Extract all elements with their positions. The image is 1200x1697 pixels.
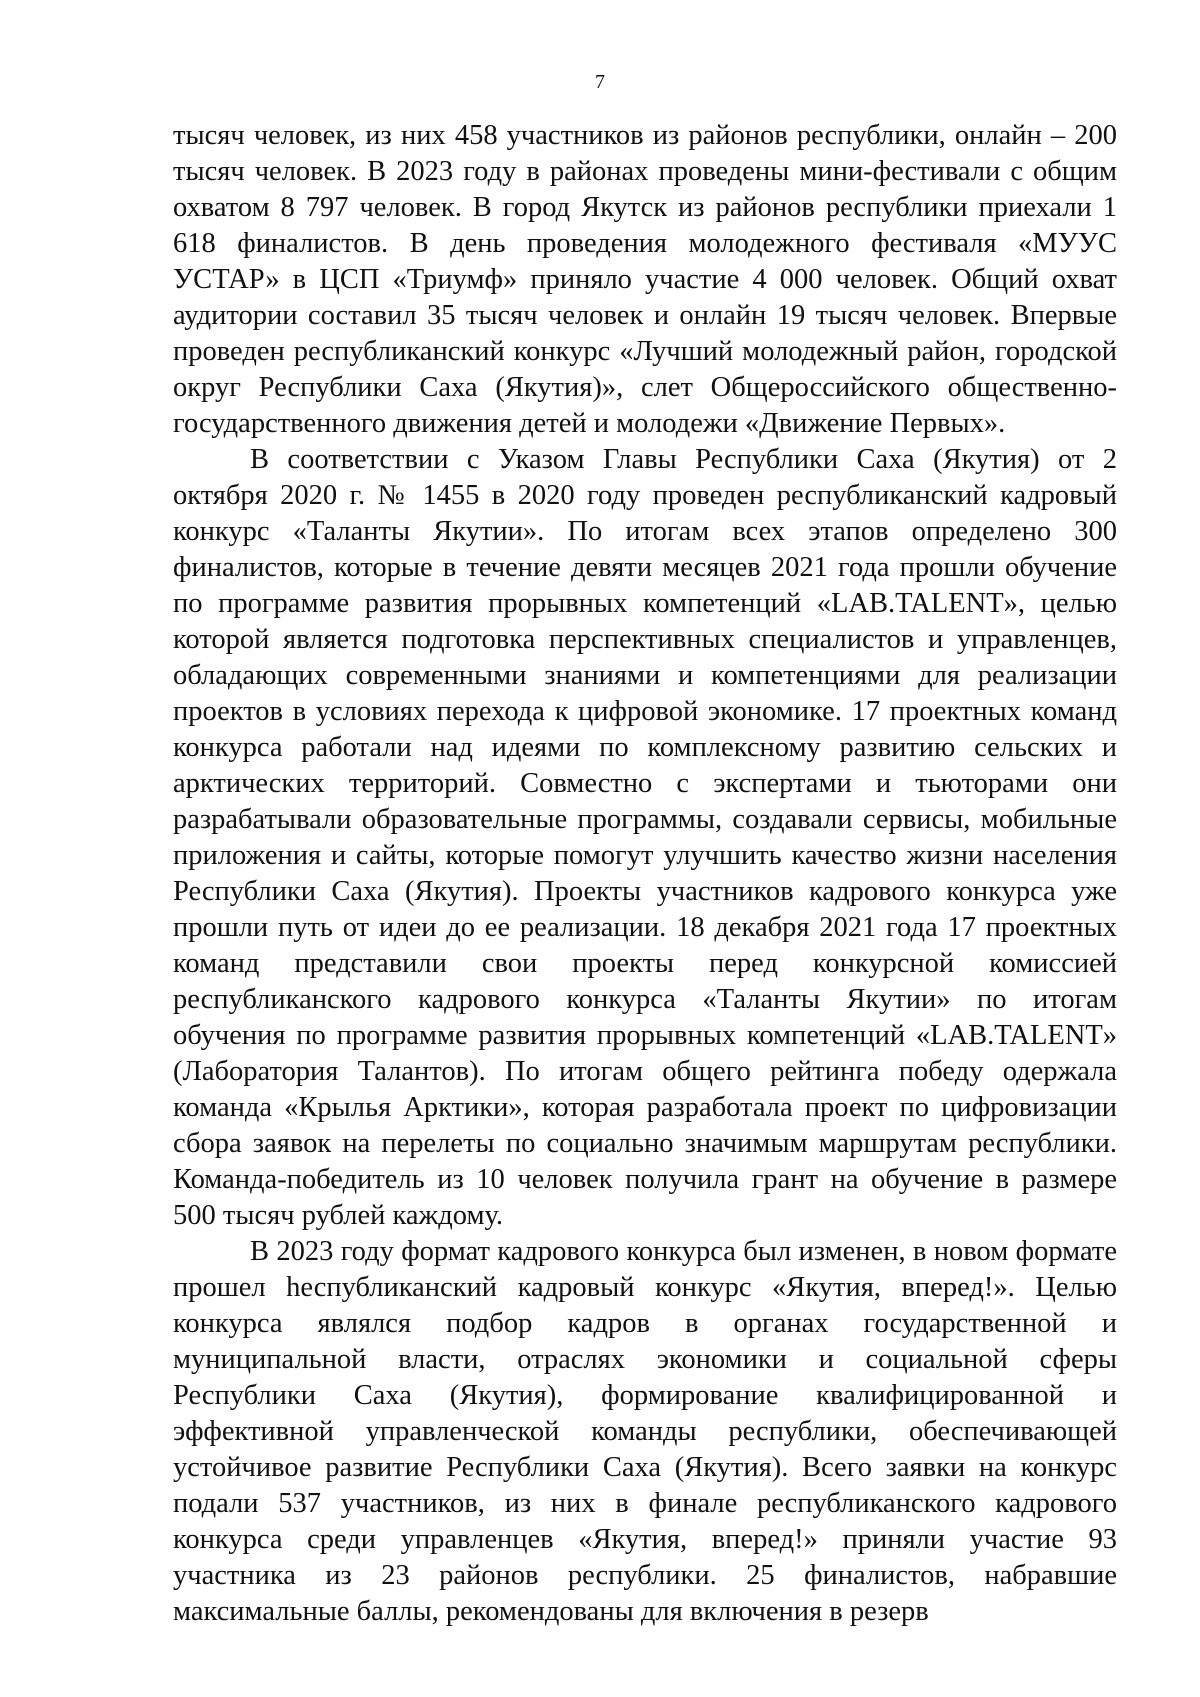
page-number: 7 xyxy=(595,71,605,93)
paragraph-talents-of-yakutia: В соответствии с Указом Главы Республики Саха (Якутия) от 2 октября 2020 г. № 1455 в 2020 году проведен республиканский кадровый конкурс «Таланты Якутии». По итогам всех этапов определено 300 финалистов, которые в течение девяти месяцев 2021 года прошли обучение по программе развития прорывных компетенций «LAB.TALENT», целью которой является подготовка перспективных специалистов и управленцев, обладающих современными знаниями и компетенциями для реализации проектов в условиях перехода к цифровой экономике. 17 проектных команд конкурса работали над идеями по комплексному развитию сельских и арктических территорий. Совместно с экспертами и тьюторами они разрабатывали образовательные программы, создавали сервисы, мобильные приложения и сайты, которые помогут улучшить качество жизни населения Республики Саха (Якутия). Проекты участников кадрового конкурса уже прошли путь от идеи до ее реализации. 18 декабря 2021 года 17 проектных команд представили свои проекты перед конкурсной комиссией республиканского кадрового конкурса «Таланты Якутии» по итогам обучения по программе развития прорывных компетенций «LAB.TALENT» (Лаборатория Талантов). По итогам общего рейтинга победу одержала команда «Крылья Арктики», которая разработала проект по цифровизации сбора заявок на перелеты по социально значимым маршрутам республики. Команда-победитель из 10 человек получила грант на обучение в размере 500 тысяч рублей каждому. xyxy=(173,444,1117,1231)
document-body xyxy=(173,118,1117,1630)
paragraph-continuation: тысяч человек, из них 458 участников из районов республики, онлайн – 200 тысяч человек. В 2023 году в районах проведены мини-фестивали с общим охватом 8 797 человек. В город Якутск из районов республики приехали 1 618 финалистов. В день проведения молодежного фестиваля «МУУС УСТАР» в ЦСП «Триумф» приняло участие 4 000 человек. Общий охват аудитории составил 35 тысяч человек и онлайн 19 тысяч человек. Впервые проведен республиканский конкурс «Лучший молодежный район, городской округ Республики Саха (Якутия)», слет Общероссийского общественно-государственного движения детей и молодежи «Движение Первых». xyxy=(173,120,1117,439)
paragraph-yakutia-forward: В 2023 году формат кадрового конкурса был изменен, в новом формате прошел һеспубликанский кадровый конкурс «Якутия, вперед!». Целью конкурса являлся подбор кадров в органах государственной и муниципальной власти, отраслях экономики и социальной сферы Республики Саха (Якутия), формирование квалифицированной и эффективной управленческой команды республики, обеспечивающей устойчивое развитие Республики Саха (Якутия). Всего заявки на конкурс подали 537 участников, из них в финале республиканского кадрового конкурса среди управленцев «Якутия, вперед!» приняли участие 93 участника из 23 районов республики. 25 финалистов, набравшие максимальные баллы, рекомендованы для включения в резерв xyxy=(173,1236,1117,1627)
